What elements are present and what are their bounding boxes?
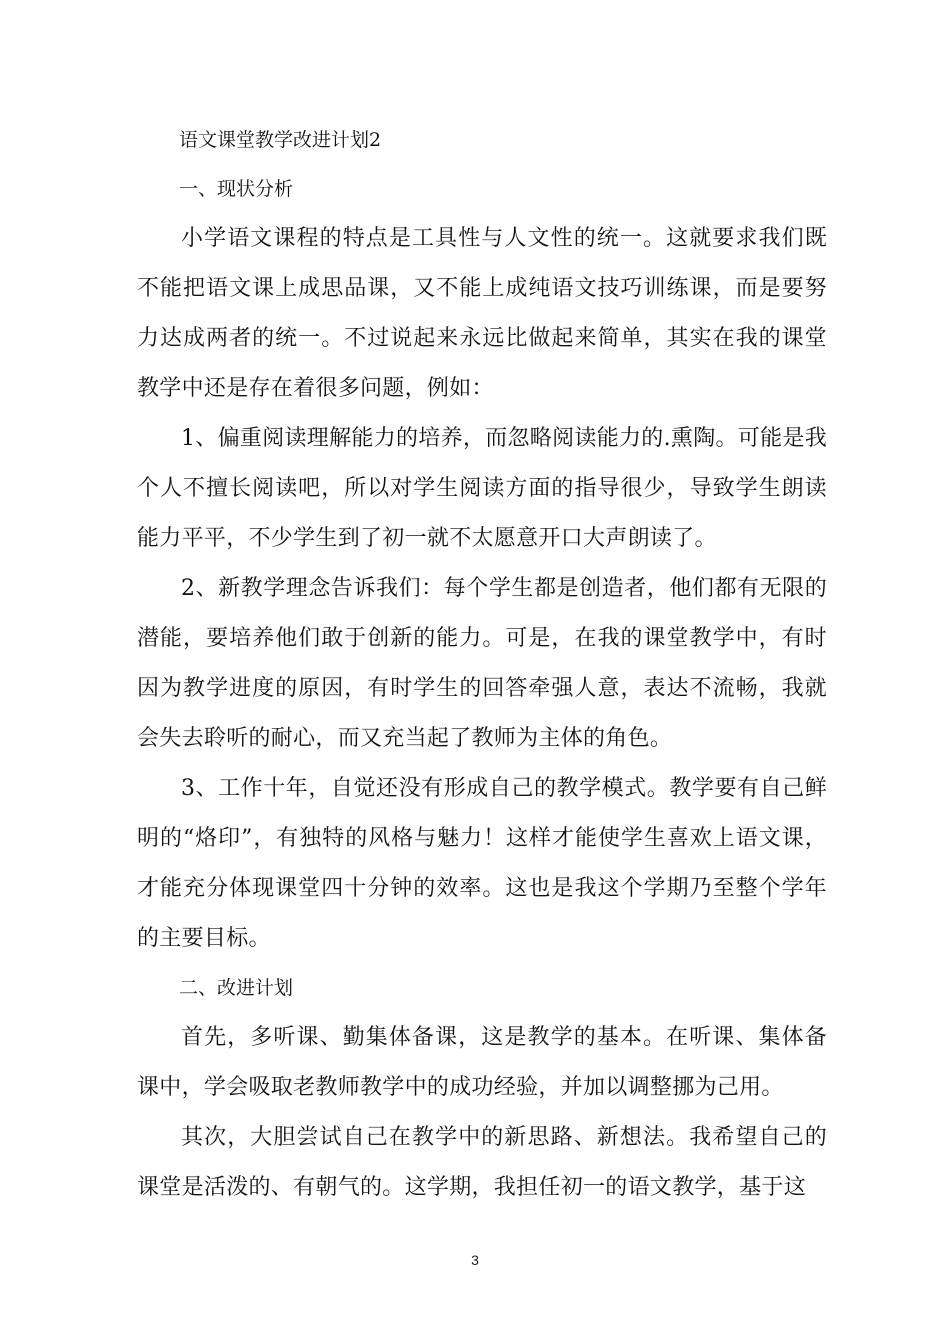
paragraph-plan-second: 其次，大胆尝试自己在教学中的新思路、新想法。我希望自己的课堂是活泼的、有朝气的。这学期，我担任初一的语文教学，基于这	[137, 1125, 827, 1200]
paragraph-intro: 小学语文课程的特点是工具性与人文性的统一。这就要求我们既不能把语文课上成思品课，又不能上成纯语文技巧训练课，而是要努力达成两者的统一。不过说起来永远比做起来简单，其实在我的课堂教学中还是存在着很多问题，例如：	[137, 226, 827, 401]
paragraph-issue-1: 1、偏重阅读理解能力的培养，而忽略阅读能力的.熏陶。可能是我个人不擅长阅读吧，所以对学生阅读方面的指导很少，导致学生朗读能力平平，不少学生到了初一就不太愿意开口大声朗读了。	[137, 426, 827, 551]
paragraph-plan-first: 首先，多听课、勤集体备课，这是教学的基本。在听课、集体备课中，学会吸取老教师教学中的成功经验，并加以调整挪为己用。	[137, 1025, 827, 1100]
page-number: 3	[471, 1252, 479, 1268]
document-body	[137, 116, 827, 1213]
document-title: 语文课堂教学改进计划2	[179, 129, 382, 151]
paragraph-issue-3: 3、工作十年，自觉还没有形成自己的教学模式。教学要有自己鲜明的“烙印”，有独特的风格与魅力！这样才能使学生喜欢上语文课，才能充分体现课堂四十分钟的效率。这也是我这个学期乃至整个学年的主要目标。	[137, 776, 827, 951]
section-heading-improvement-plan: 二、改进计划	[179, 977, 294, 999]
paragraph-issue-2: 2、新教学理念告诉我们：每个学生都是创造者，他们都有无限的潜能，要培养他们敢于创新的能力。可是，在我的课堂教学中，有时因为教学进度的原因，有时学生的回答牵强人意，表达不流畅，我就会失去聆听的耐心，而又充当起了教师为主体的角色。	[137, 576, 827, 751]
section-heading-status-analysis: 一、现状分析	[179, 178, 294, 200]
